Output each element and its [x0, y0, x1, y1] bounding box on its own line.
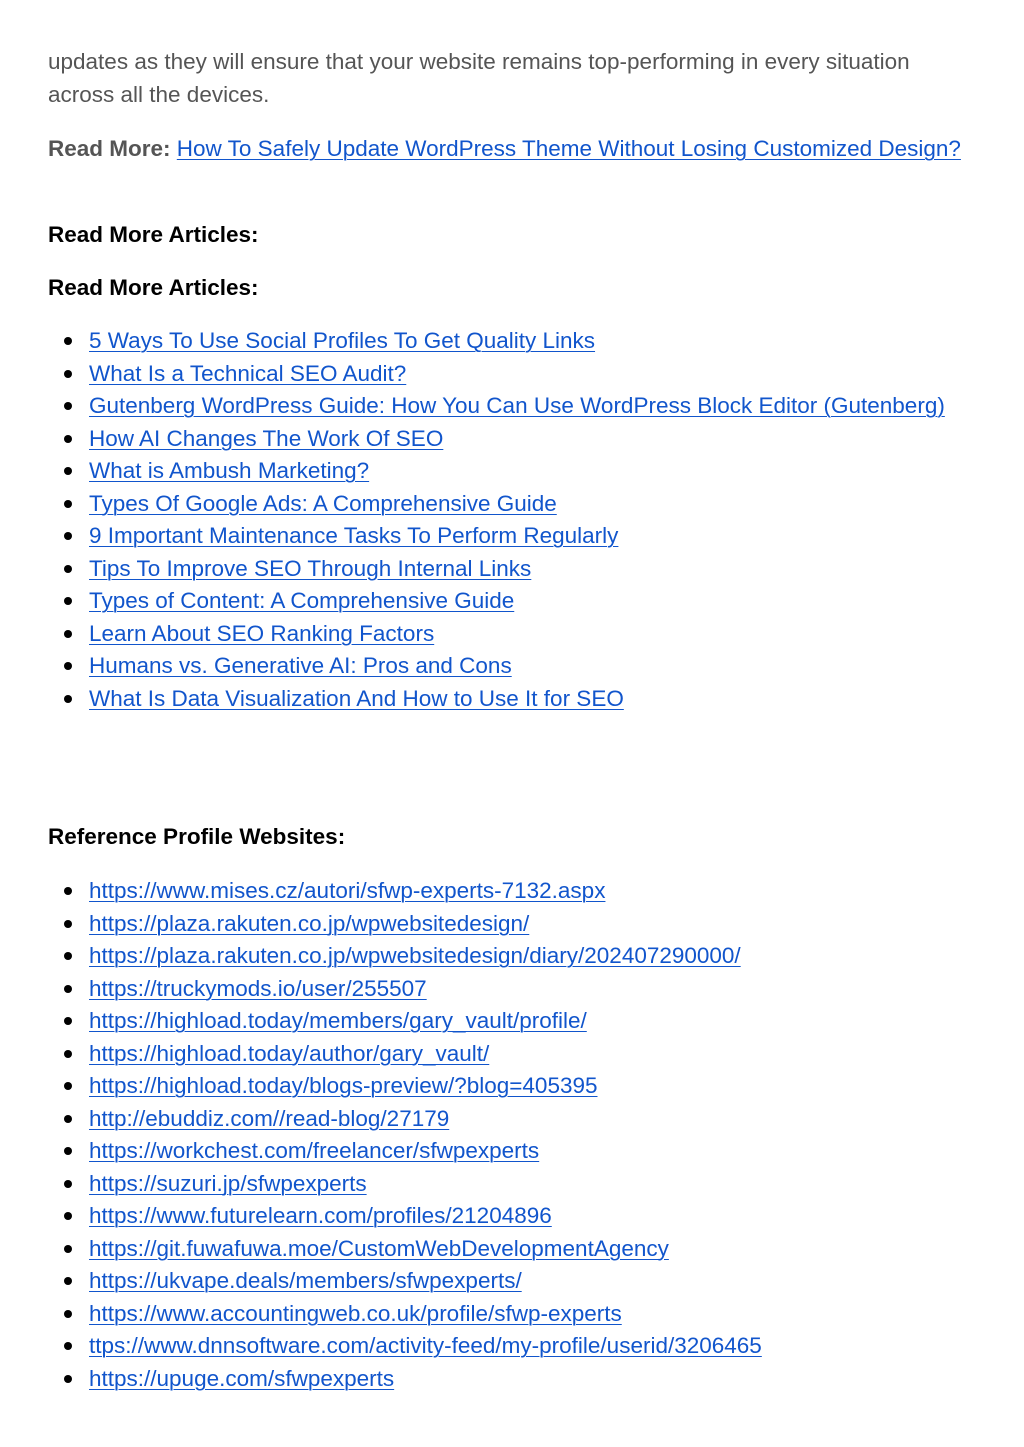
bullet-icon — [64, 370, 72, 378]
article-link[interactable]: 9 Important Maintenance Tasks To Perform Regularly — [89, 523, 619, 548]
reference-link[interactable]: ttps://www.dnnsoftware.com/activity-feed/my-profile/userid/3206465 — [89, 1333, 762, 1358]
article-list-item — [48, 325, 949, 358]
article-link[interactable]: Gutenberg WordPress Guide: How You Can Use WordPress Block Editor (Gutenberg) — [89, 393, 945, 418]
read-more-articles-heading: Read More Articles: — [48, 222, 259, 247]
bullet-icon — [64, 662, 72, 670]
reference-link[interactable]: https://www.accountingweb.co.uk/profile/sfwp-experts — [89, 1300, 622, 1326]
reference-list-item — [48, 940, 949, 973]
bullet-icon — [64, 985, 72, 993]
bullet-icon — [64, 1115, 72, 1123]
bullet-icon — [64, 1050, 72, 1058]
bullet-icon — [64, 1375, 72, 1383]
bullet-icon — [64, 920, 72, 928]
reference-links-list — [48, 875, 949, 1395]
article-list-item — [48, 358, 949, 391]
reference-list-item — [48, 908, 949, 941]
reference-link[interactable]: https://upuge.com/sfwpexperts — [89, 1365, 395, 1391]
reference-list-item — [48, 1168, 949, 1201]
read-more-paragraph — [48, 133, 961, 166]
reference-list-item — [48, 1135, 949, 1168]
bullet-icon — [64, 532, 72, 540]
article-list-item — [48, 553, 949, 586]
reference-link[interactable]: https://highload.today/blogs-preview/?blog=405395 — [89, 1073, 598, 1098]
reference-list-item — [48, 1363, 949, 1396]
article-list-item — [48, 618, 949, 651]
article-list-item — [48, 683, 949, 716]
bullet-icon — [64, 467, 72, 475]
bullet-icon — [64, 597, 72, 605]
reference-list-item — [48, 1233, 949, 1266]
reference-link[interactable]: https://plaza.rakuten.co.jp/wpwebsitedesign/diary/202407290000/ — [89, 943, 741, 968]
bullet-icon — [64, 887, 72, 895]
reference-list-item — [48, 1103, 949, 1136]
article-link[interactable]: Humans vs. Generative AI: Pros and Cons — [89, 653, 512, 678]
bullet-icon — [64, 1342, 72, 1350]
reference-list-item — [48, 1005, 949, 1038]
reference-link[interactable]: https://plaza.rakuten.co.jp/wpwebsitedesign/ — [89, 910, 530, 936]
bullet-icon — [64, 500, 72, 508]
reference-link[interactable]: https://highload.today/members/gary_vault/profile/ — [89, 1008, 587, 1033]
reference-list-item — [48, 1330, 949, 1363]
reference-list-item — [48, 973, 949, 1006]
article-link[interactable]: Learn About SEO Ranking Factors — [89, 620, 435, 646]
bullet-icon — [64, 1082, 72, 1090]
intro-paragraph: updates as they will ensure that your website remains top-performing in every situation across all the devices. — [48, 49, 910, 107]
read-more-label: Read More: — [48, 136, 171, 161]
article-list-item — [48, 585, 949, 618]
article-list-item — [48, 488, 949, 521]
reference-link[interactable]: http://ebuddiz.com//read-blog/27179 — [89, 1105, 450, 1131]
reference-profiles-heading: Reference Profile Websites: — [48, 824, 346, 849]
article-link[interactable]: Types of Content: A Comprehensive Guide — [89, 588, 515, 613]
bullet-icon — [64, 695, 72, 703]
article-list-item — [48, 650, 949, 683]
article-link[interactable]: How AI Changes The Work Of SEO — [89, 425, 444, 451]
article-list-item — [48, 423, 949, 456]
bullet-icon — [64, 1277, 72, 1285]
reference-link[interactable]: https://highload.today/author/gary_vault/ — [89, 1040, 490, 1066]
article-link[interactable]: What is Ambush Marketing? — [89, 458, 370, 483]
read-more-link[interactable]: How To Safely Update WordPress Theme Without Losing Customized Design? — [176, 136, 961, 161]
article-link[interactable]: Types Of Google Ads: A Comprehensive Guide — [89, 490, 557, 516]
reference-list-item — [48, 875, 949, 908]
bullet-icon — [64, 402, 72, 410]
read-more-articles-heading-repeat: Read More Articles: — [48, 275, 259, 300]
article-list-item — [48, 520, 949, 553]
bullet-icon — [64, 630, 72, 638]
bullet-icon — [64, 1017, 72, 1025]
bullet-icon — [64, 337, 72, 345]
bullet-icon — [64, 435, 72, 443]
reference-list-item — [48, 1070, 949, 1103]
article-link[interactable]: What Is a Technical SEO Audit? — [89, 360, 407, 386]
bullet-icon — [64, 1310, 72, 1318]
reference-list-item — [48, 1298, 949, 1331]
bullet-icon — [64, 1180, 72, 1188]
article-link[interactable]: What Is Data Visualization And How to Use It for SEO — [89, 685, 624, 711]
articles-list — [48, 325, 949, 715]
reference-link[interactable]: https://workchest.com/freelancer/sfwpexperts — [89, 1138, 540, 1163]
reference-list-item — [48, 1265, 949, 1298]
reference-link[interactable]: https://ukvape.deals/members/sfwpexperts/ — [89, 1268, 522, 1293]
reference-link[interactable]: https://truckymods.io/user/255507 — [89, 975, 427, 1001]
bullet-icon — [64, 1212, 72, 1220]
article-list-item — [48, 455, 949, 488]
bullet-icon — [64, 565, 72, 573]
reference-link[interactable]: https://www.futurelearn.com/profiles/21204896 — [89, 1203, 552, 1228]
bullet-icon — [64, 1245, 72, 1253]
bullet-icon — [64, 1147, 72, 1155]
reference-list-item — [48, 1200, 949, 1233]
bullet-icon — [64, 952, 72, 960]
reference-link[interactable]: https://www.mises.cz/autori/sfwp-experts-7132.aspx — [89, 878, 606, 903]
article-link[interactable]: 5 Ways To Use Social Profiles To Get Quality Links — [89, 328, 596, 353]
reference-list-item — [48, 1038, 949, 1071]
reference-link[interactable]: https://git.fuwafuwa.moe/CustomWebDevelopmentAgency — [89, 1235, 669, 1261]
article-link[interactable]: Tips To Improve SEO Through Internal Links — [89, 555, 532, 581]
reference-link[interactable]: https://suzuri.jp/sfwpexperts — [89, 1170, 367, 1196]
article-list-item — [48, 390, 949, 423]
